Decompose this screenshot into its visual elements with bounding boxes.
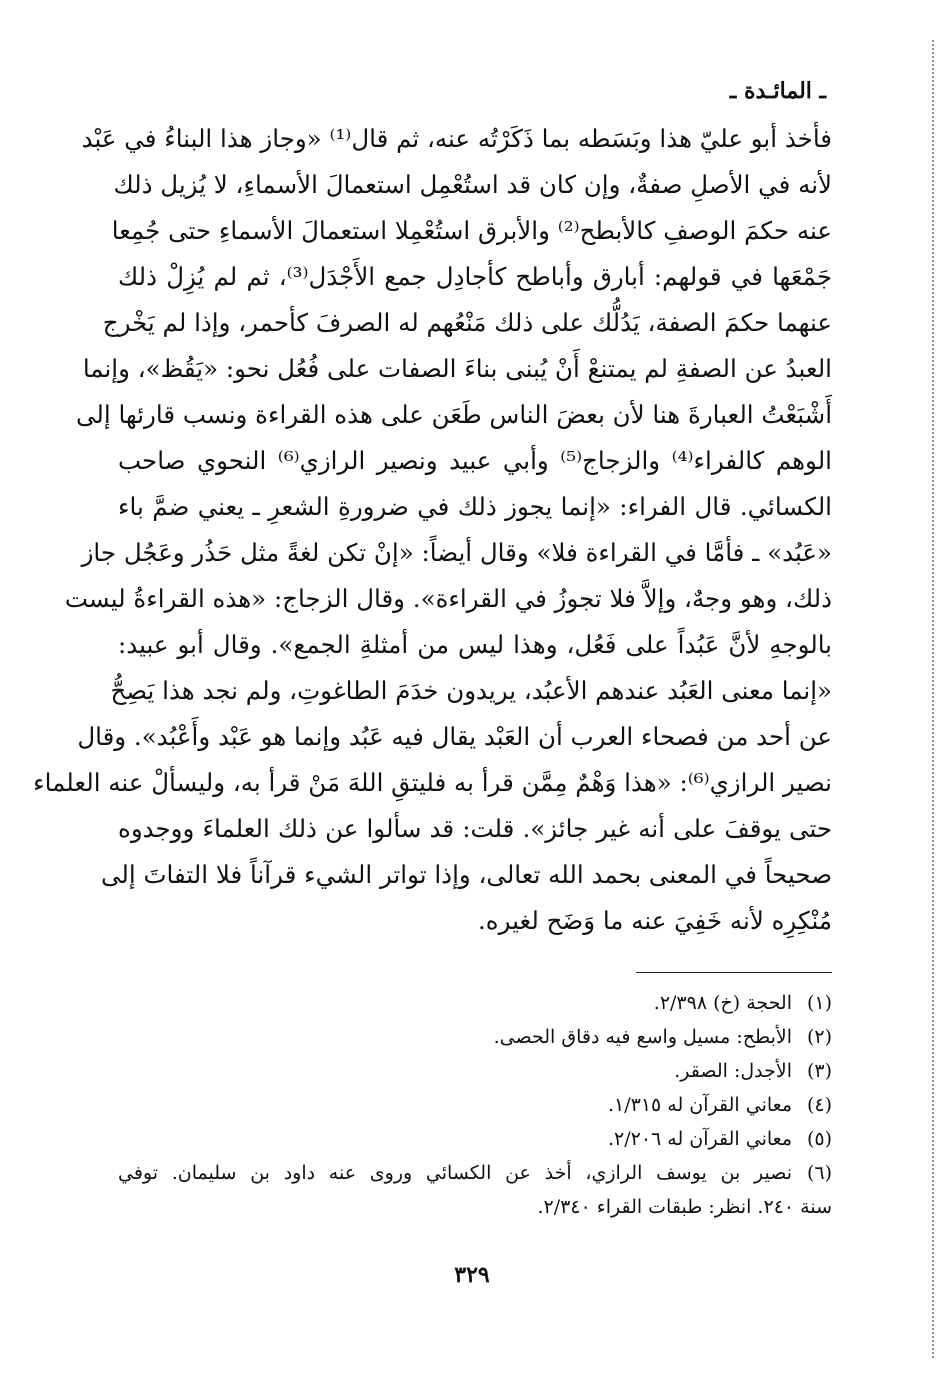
footnote: [118, 986, 832, 1020]
footnote-text: الأبطح: مسيل واسع فيه دقاق الحصى.: [493, 1026, 792, 1048]
body-line: جَمْعَها في قولهم: أبارق وأباطح كأجادِل جمع الأَجْدَل⁽³⁾، ثم لم يُزِلْ ذلك: [118, 262, 832, 291]
body-line: العبدُ عن الصفةِ لم يمتنعْ أَنْ يُبنى بناءَ الصفات على فُعُل نحو: «يَقُظ»، وإنما: [82, 354, 832, 383]
footnote-text: معاني القرآن له ٢/٢٠٦.: [607, 1128, 792, 1150]
body-text: [33, 116, 832, 944]
footnote-number: (٦): [806, 1162, 832, 1184]
footnotes: [118, 986, 832, 1224]
body-line: الوهم كالفراء⁽⁴⁾ والزجاج⁽⁵⁾ وأبي عبيد ونصير الرازي⁽⁶⁾ النحوي صاحب: [118, 446, 832, 475]
footnote-number: (٢): [806, 1026, 832, 1048]
body-line: مُنْكِرِه لأنه خَفِيَ عنه ما وَضَح لغيره.: [477, 906, 832, 935]
footnote-number: (٤): [806, 1094, 832, 1116]
body-line: ذلك، وهو وجهٌ، وإلاَّ فلا تجوزُ في القراءة». وقال الزجاج: «هذه القراءةُ ليست: [64, 584, 832, 613]
footnote-text: معاني القرآن له ١/٣١٥.: [607, 1094, 792, 1116]
footnote-separator: [636, 972, 832, 973]
footnote-number: (٣): [806, 1060, 832, 1082]
body-line: نصير الرازي⁽⁶⁾: «هذا وَهْمٌ مِمَّن قرأ به فليتقِ اللهَ مَنْ قرأ به، وليسألْ عنه العلماء: [33, 768, 832, 797]
footnote-text: الحجة (خ) ٢/٣٩٨.: [653, 992, 792, 1014]
body-line: عن أحد من فصحاء العرب أن العَبْد يقال فيه عَبُد وإنما هو عَبْد وأَعْبُد». وقال: [77, 722, 832, 751]
footnote-text: الأجدل: الصقر.: [674, 1060, 792, 1082]
body-line: «إنما معنى العَبُد عندهم الأعبُد، يريدون خدَمَ الطاغوتِ، ولم نجد هذا يَصِحُّ: [110, 676, 832, 705]
running-head: ـ المائـدة ـ: [729, 78, 826, 104]
body-line: بالوجهِ لأنَّ عَبُداً على فَعُل، وهذا ليس من أمثلةِ الجمع». وقال أبو عبيد:: [118, 630, 832, 659]
body-line: عنهما حكمَ الصفة، يَدُلُّك على ذلك مَنْعُهم له الصرفَ كأحمر، وإذا لم يَخْرج: [102, 308, 832, 337]
body-line: فأخذ أبو عليّ هذا وبَسَطه بما ذَكَرْتُه عنه، ثم قال⁽¹⁾ «وجاز هذا البناءُ في عَبْد: [81, 124, 832, 153]
body-line: «عَبُد» ـ فأمَّا في القراءة فلا» وقال أيضاً: «إنْ تكن لغةً مثل حَذُر وعَجُل جاز: [81, 538, 832, 567]
body-line: أَشْبَعْتُ العبارةَ هنا لأن بعضَ الناس طَعَن على هذه القراءة ونسب قارئها إلى: [75, 400, 832, 429]
footnote: [118, 1156, 832, 1190]
body-line: الكسائي. قال الفراء: «إنما يجوز ذلك في ضرورةِ الشعرِ ـ يعني ضمَّ باء: [118, 492, 832, 521]
footnote-continuation: سنة ٢٤٠. انظر: طبقات القراء ٢/٣٤٠.: [537, 1196, 832, 1218]
body-line: لأنه في الأصلِ صفةٌ، وإن كان قد استُعْمِل استعمالَ الأسماءِ، لا يُزيل ذلك: [113, 170, 832, 199]
body-line: عنه حكمَ الوصفِ كالأبطح⁽²⁾ والأبرق استُعْمِلا استعمالَ الأسماءِ حتى جُمِعا: [111, 216, 832, 245]
scan-edge-dotted-line: [932, 40, 934, 1358]
footnote: [118, 1054, 832, 1088]
footnote: [118, 1020, 832, 1054]
footnote: [118, 1088, 832, 1122]
page-number: ٣٢٩: [454, 1262, 490, 1288]
footnote: [118, 1122, 832, 1156]
body-line: حتى يوقفَ على أنه غير جائز». قلت: قد سألوا عن ذلك العلماءَ ووجدوه: [118, 814, 832, 843]
body-line: صحيحاً في المعنى بحمد الله تعالى، وإذا تواتر الشيء قرآناً فلا التفاتَ إلى: [101, 860, 832, 889]
footnote-number: (٥): [806, 1128, 832, 1150]
footnote-text: نصير بن يوسف الرازي، أخذ عن الكسائي وروى عنه داود بن سليمان. توفي: [118, 1162, 792, 1184]
footnote-number: (١): [806, 992, 832, 1014]
